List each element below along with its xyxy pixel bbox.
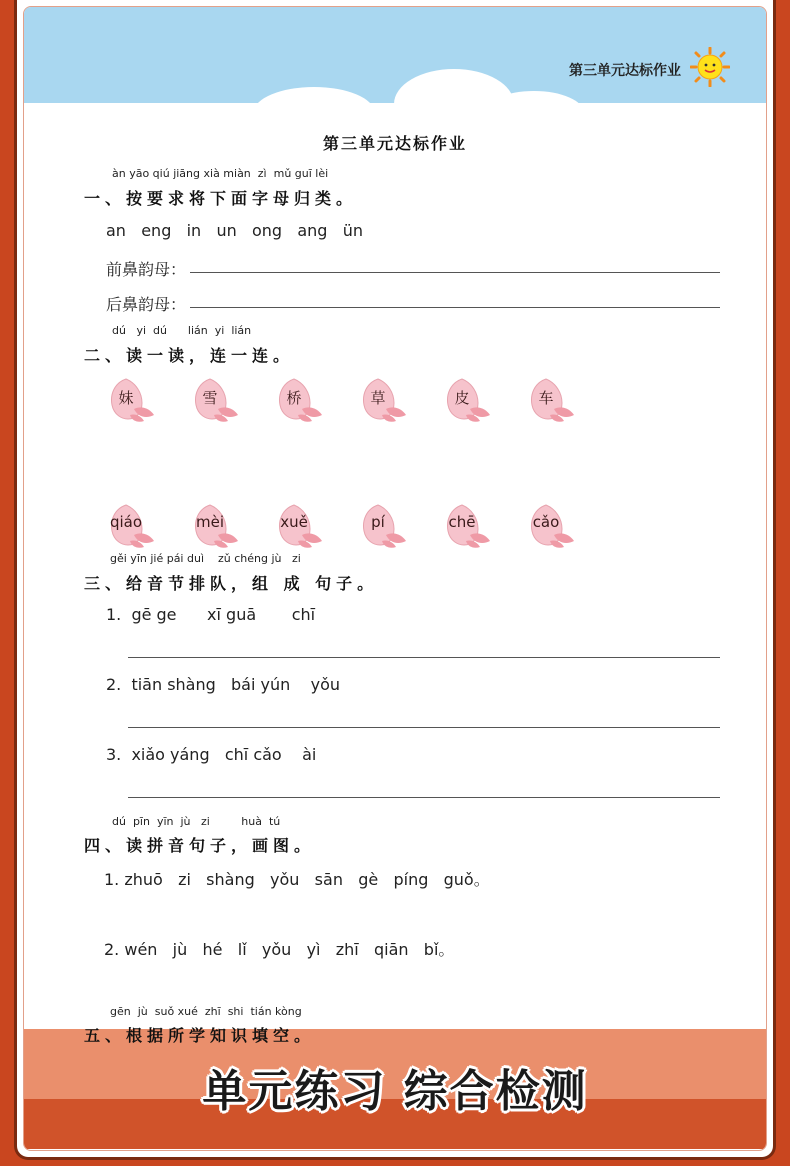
peach-pinyin-card[interactable] — [358, 501, 408, 549]
peach-pinyin-card[interactable] — [190, 501, 240, 549]
q5-title: 五、根据所学知识填空。 — [84, 1026, 316, 1045]
peach-character-label: 皮 — [454, 389, 470, 407]
peach-character-card[interactable] — [274, 375, 324, 423]
q1-front-answer-line[interactable] — [190, 272, 720, 273]
sky-header — [24, 7, 766, 103]
peach-pinyin-label: cǎo — [532, 513, 560, 531]
q3-pinyin: gěi yīn jié pái duì zǔ chéng jù zi — [110, 552, 301, 565]
header-title: 第三单元达标作业 — [569, 63, 681, 79]
cloud-shape — [484, 91, 584, 135]
q3-item-1: 1. gē ge xī guā chī — [106, 605, 316, 624]
peach-character-label: 车 — [538, 389, 554, 407]
peach-character-card[interactable] — [190, 375, 240, 423]
peach-pinyin-label: chē — [448, 513, 476, 531]
q4-item-2: 2. wén jù hé lǐ yǒu yì zhī qiān bǐ。 — [104, 940, 455, 959]
peach-character-card[interactable] — [106, 375, 156, 423]
peach-character-label: 妹 — [118, 389, 134, 407]
q3-answer-line-3[interactable] — [128, 797, 720, 798]
peach-pinyin-label: pí — [371, 513, 385, 531]
q3-answer-line-1[interactable] — [128, 657, 720, 658]
q1-title: 一、按要求将下面字母归类。 — [84, 189, 358, 208]
q3-title: 三、给音节排队，组 成 句子。 — [84, 574, 379, 593]
q4-item-1: 1. zhuō zi shàng yǒu sān gè píng guǒ。 — [104, 870, 490, 889]
peach-character-label: 雪 — [202, 389, 218, 407]
worksheet — [23, 6, 767, 1151]
peach-character-label: 桥 — [286, 389, 302, 407]
peach-pinyin-card[interactable] — [106, 501, 156, 549]
peach-pinyin-card[interactable] — [442, 501, 492, 549]
q1-front-label: 前鼻韵母： — [106, 260, 187, 279]
q4-title: 四、读拼音句子，画图。 — [84, 836, 316, 855]
peach-character-label: 草 — [370, 389, 386, 407]
sun-icon — [690, 47, 730, 87]
q3-item-2: 2. tiān shàng bái yún yǒu — [106, 675, 341, 694]
q4-pinyin: dú pīn yīn jù zi huà tú — [112, 815, 281, 828]
q1-letters: an eng in un ong ang ün — [106, 221, 363, 240]
cloud-shape — [254, 87, 374, 137]
q1-back-label: 后鼻韵母： — [106, 295, 187, 314]
peach-character-card[interactable] — [526, 375, 576, 423]
q2-pinyin: dú yi dú lián yi lián — [112, 324, 252, 337]
q2-title: 二、读一读，连一连。 — [84, 346, 295, 365]
q3-answer-line-2[interactable] — [128, 727, 720, 728]
q1-pinyin: àn yāo qiú jiāng xià miàn zì mǔ guī lèi — [112, 167, 329, 180]
peach-pinyin-card[interactable] — [274, 501, 324, 549]
q1-back-answer-line[interactable] — [190, 307, 720, 308]
q3-item-3: 3. xiǎo yáng chī cǎo ài — [106, 745, 317, 764]
peach-character-card[interactable] — [358, 375, 408, 423]
banner-slogan: 单元练习 综合检测 — [202, 1066, 588, 1117]
peach-pinyin-card[interactable] — [526, 501, 576, 549]
peach-pinyin-label: qiáo — [109, 513, 143, 531]
q5-pinyin: gēn jù suǒ xué zhī shi tián kòng — [110, 1005, 302, 1018]
peach-character-card[interactable] — [442, 375, 492, 423]
page-title: 第三单元达标作业 — [322, 134, 467, 153]
page-frame — [14, 0, 776, 1160]
peach-pinyin-label: mèi — [195, 513, 224, 531]
peach-pinyin-label: xuě — [280, 513, 308, 531]
